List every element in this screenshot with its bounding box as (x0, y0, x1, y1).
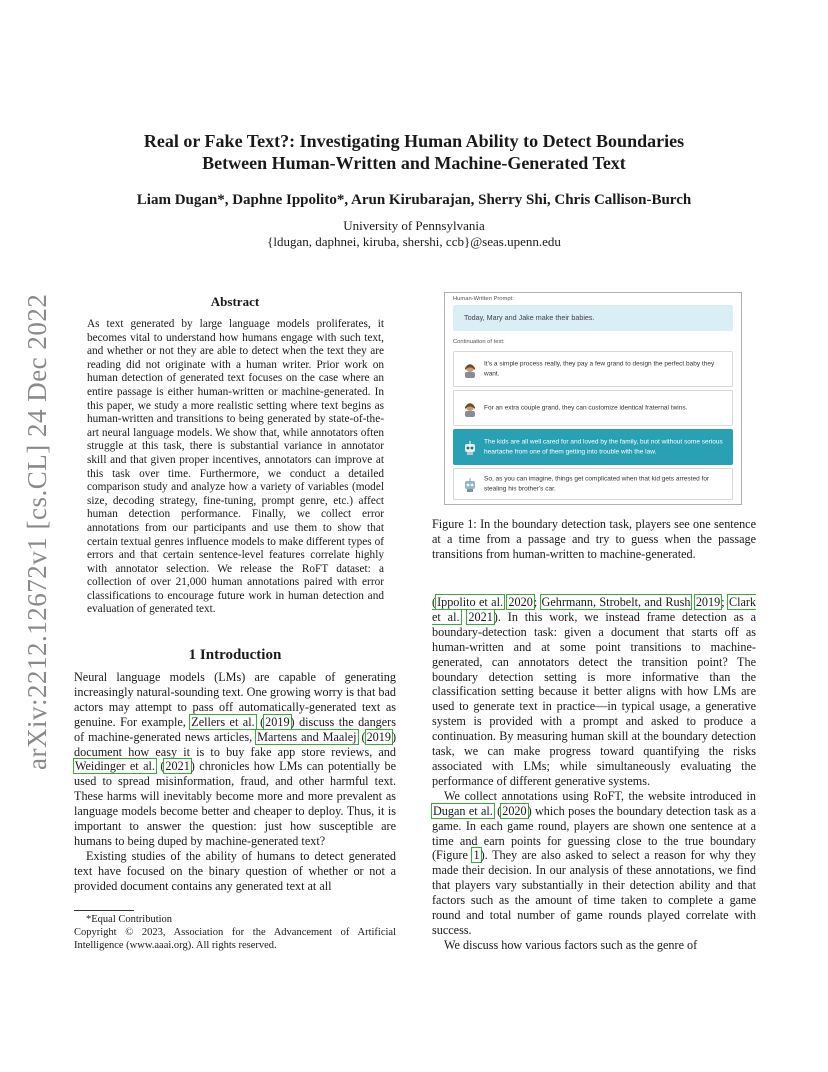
arxiv-id: arXiv:2212.12672v1 [cs.CL] 24 Dec 2022 (22, 293, 52, 770)
intro-paragraph-1: Neural language models (LMs) are capable of generating increasingly natural-sounding text. One growing worry is that bad actors may attempt to pass off automatically-generated text as genuine. For example, Zellers et al. (2019) discuss the dangers of machine-generated news articles, Martens and Maalej (2019) document how easy it is to buy fake app store reviews, and Weidinger et al. (2021) chronicles how LMs can potentially be used to spread misinformation, fraud, and other harmful text. These harms will inevitably become more and more prevalent as language models become better and cheaper to deploy. Thus, it is important to answer the question: just how susceptible are humans to being duped by machine-generated text? (74, 670, 397, 848)
footnote-block (74, 913, 396, 952)
affiliation: University of Pennsylvania (343, 218, 485, 233)
citation-link[interactable]: Dugan et al. (433, 803, 493, 818)
introduction-heading: 1 Introduction (188, 647, 282, 663)
author-list: Liam Dugan*, Daphne Ippolito*, Arun Kirubarajan, Sherry Shi, Chris Callison-Burch (136, 192, 692, 208)
affiliation-block (80, 218, 748, 250)
abstract-heading: Abstract (210, 294, 260, 309)
figure-reference-link[interactable]: 1 (473, 848, 480, 863)
right-column-body (432, 595, 756, 953)
human-avatar-icon (462, 362, 478, 378)
figure-1-game-screenshot (444, 292, 742, 505)
citation-year-link[interactable]: 2020 (508, 595, 533, 609)
citation-link[interactable]: Weidinger et al. (75, 759, 155, 774)
citation-year-link[interactable]: 2021 (468, 609, 493, 624)
paper-title (80, 130, 748, 174)
intro-paragraph-2: Existing studies of the ability of humans to detect generated text have focused on the binary question of whether or not a provided document contains any generated text at all (74, 848, 396, 893)
citation-link[interactable]: Martens and Maalej (257, 729, 357, 744)
citation-link[interactable]: Zellers et al. (191, 714, 255, 729)
sentence-text: It's a simple process really, they pay a few grand to design the perfect baby they want. (484, 360, 715, 377)
sentence-text: For an extra couple grand, they can customize identical fraternal twins. (484, 404, 688, 412)
title-line-2: Between Human-Written and Machine-Generated Text (202, 153, 626, 173)
equal-contribution-note: *Equal Contribution (86, 914, 173, 925)
robot-icon (462, 477, 478, 493)
sentence-text: The kids are all well cared for and loved by the family, but not without some serious heartache from one of them getting into trouble with the law. (484, 438, 723, 455)
human-avatar-icon (462, 401, 478, 417)
abstract-text: As text generated by large language models proliferates, it becomes vital to understand how humans engage with such text, and whether or not they are able to detect when the text they are reading did not originate with a human writer. Prior work on human detection of generated text focuses on the case where an entire passage is either human-written or machine-generated. In this paper, we study a more realistic setting where text begins as human-written and transitions to being generated by state-of-the-art neural language models. We show that, while annotators often struggle at this task, there is substantial variance in annotator skill and that given proper incentives, annotators can improve at this task over time. Furthermore, we conduct a detailed comparison study and analyze how a variety of variables (model size, decoding strategy, fine-tuning, prompt genre, etc.) affect human detection performance. Finally, we collect error annotations from our participants and use them to show that certain textual genres influence models to make different types of errors and that certain sentence-level features correlate highly with annotator selection. We release the RoFT dataset: a collection of over 21,000 human annotations paired with error classifications to encourage future work in human detection and evaluation of generated text. (87, 318, 384, 616)
arxiv-sidebar-stamp (20, 290, 50, 770)
continuation-label: Continuation of text: (453, 339, 505, 345)
sentence-option-selected[interactable] (453, 429, 733, 465)
robot-icon (462, 440, 478, 456)
sentence-option[interactable] (453, 351, 733, 387)
right-paragraph-2: We collect annotations using RoFT, the website introduced in Dugan et al. (2020) which poses the boundary detection task as a game. In each game round, players are shown one sentence at a time and earn points for guessing close to the true boundary (Figure 1). They are also asked to select a reason for why they made their decision. In our analysis of these annotations, we find that players vary substantially in their detection ability and that factors such as the amount of time taken to complete a game round and total number of game rounds played correlate with success. (432, 788, 756, 937)
footnote-divider (74, 910, 134, 911)
prompt-box (453, 305, 733, 331)
citation-year-link[interactable]: 2019 (695, 595, 721, 609)
sentence-option[interactable] (453, 468, 733, 500)
sentence-text: So, as you can imagine, things get complicated when that kid gets arrested for stealing his brother's car. (484, 475, 710, 492)
author-emails: {ldugan, daphnei, kiruba, shershi, ccb}@seas.upenn.edu (267, 234, 561, 249)
prompt-label: Human-Written Prompt: (453, 296, 514, 302)
sentence-option[interactable] (453, 390, 733, 426)
prompt-text: Today, Mary and Jake make their babies. (464, 313, 595, 322)
citation-link[interactable]: Ippolito et al. (437, 595, 504, 609)
figure-1-caption: Figure 1: In the boundary detection task, players see one sentence at a time from a passage and try to guess when the passage transitions from human-written to machine-generated. (432, 517, 756, 561)
citation-year-link[interactable]: 2020 (502, 803, 527, 818)
right-paragraph-1: (Ippolito et al. 2020; Gehrmann, Strobelt, and Rush 2019; Clark et al. 2021). In this work, we instead frame detection as a boundary-detection task: given a document that starts off as human-written and at some point transitions to machine-generated, can annotators detect the transition point? The boundary detection setting is more informative than the classification setting because it better aligns with how LMs are used to generate text in practice—in typical usage, a generative system is provided with a prompt and asked to produce a continuation. By measuring human skill at the boundary detection task, we can make progress toward quantifying the risks associated with LMs; while simultaneously evaluating the performance of different generative systems. (432, 595, 757, 788)
citation-year-link[interactable]: 2021 (165, 759, 190, 774)
citation-year-link[interactable]: 2019 (265, 714, 290, 729)
citation-link[interactable]: Gehrmann, Strobelt, and Rush (541, 595, 691, 609)
title-line-1: Real or Fake Text?: Investigating Human Ability to Detect Boundaries (143, 131, 685, 151)
citation-year-link[interactable]: 2019 (366, 729, 391, 744)
citation-link[interactable]: Clark et al. (432, 595, 757, 624)
introduction-body (74, 670, 396, 894)
copyright-notice: Copyright © 2023, Association for the Advancement of Artificial Intelligence (www.aaai.org). All rights reserved. (74, 927, 396, 951)
right-paragraph-3: We discuss how various factors such as the genre of (444, 937, 698, 952)
